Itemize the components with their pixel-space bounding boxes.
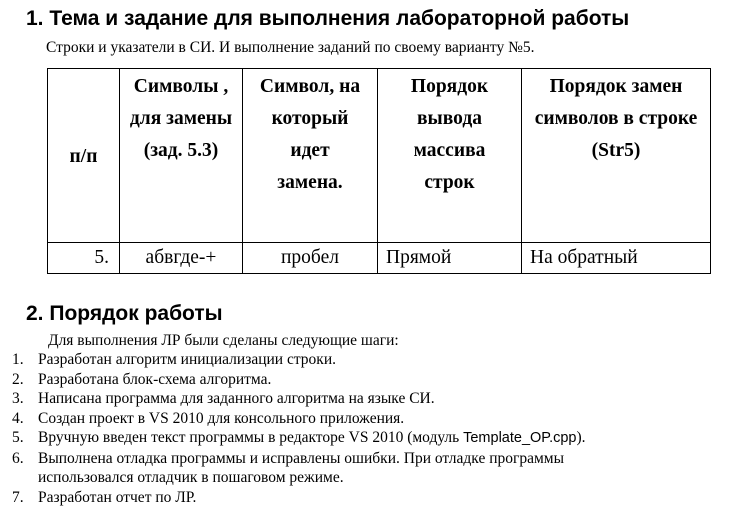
list-item [0,449,737,488]
section-2-heading: 2. Порядок работы [26,302,223,325]
header-output-order-text: Порядок вывода массива строк [410,76,489,193]
header-output-order [378,69,522,243]
table-header-row [48,69,711,243]
header-replacement-order-text: Порядок замен символов в строке (Str5) [534,76,698,161]
step-number: 2. [12,370,24,388]
cell-replacement-order: На обратный [522,243,711,274]
header-symbols-to-replace [120,69,243,243]
step-text: Выполнена отладка программы и исправлены ошибки. При отладке программы [38,449,565,467]
step-text: Разработан отчет по ЛР. [38,488,197,506]
list-item [0,370,737,390]
step-number: 5. [12,429,24,446]
step-text: Написана программа для заданного алгоритма на языке СИ. [38,390,435,407]
cell-output-order: Прямой [378,243,522,274]
step-number: 1. [12,351,24,368]
step-text-end: ). [576,429,586,446]
step-number: 6. [12,449,24,467]
steps-list [0,350,737,507]
module-name: Template_OP.cpp [463,430,577,446]
step-text: Вручную введен текст программы в редакторе VS 2010 (модуль [38,429,464,446]
cell-symbols: абвгде-+ [120,243,243,274]
header-replacement-order [522,69,711,243]
steps-intro: Для выполнения ЛР были сделаны следующие шаги: [48,332,399,349]
section-1-heading: 1. Тема и задание для выполнения лабораторной работы [26,7,630,30]
header-number: п/п [48,69,120,243]
step-number: 3. [12,390,24,407]
variant-table [47,68,711,274]
list-item [0,409,737,429]
list-item [0,428,737,449]
list-item [0,488,737,508]
header-replacement-symbol [243,69,378,243]
cell-number: 5. [48,243,120,274]
header-symbols-to-replace-text: Символы , для замены (зад. 5.3) [129,76,233,161]
step-number: 4. [12,409,24,427]
list-item [0,389,737,409]
list-item [0,350,737,370]
step-text: Разработан алгоритм инициализации строки. [38,351,336,368]
task-description: Строки и указатели в СИ. И выполнение заданий по своему варианту №5. [46,39,535,56]
step-text: Разработана блок-схема алгоритма. [38,370,272,388]
step-text: Создан проект в VS 2010 для консольного приложения. [38,409,405,427]
table-row [48,243,711,274]
step-number: 7. [12,488,24,506]
step-text-continuation: использовался отладчик в пошаговом режиме. [38,469,344,486]
header-replacement-symbol-text: Символ, на который идет замена. [259,76,361,193]
cell-replacement: пробел [243,243,378,274]
